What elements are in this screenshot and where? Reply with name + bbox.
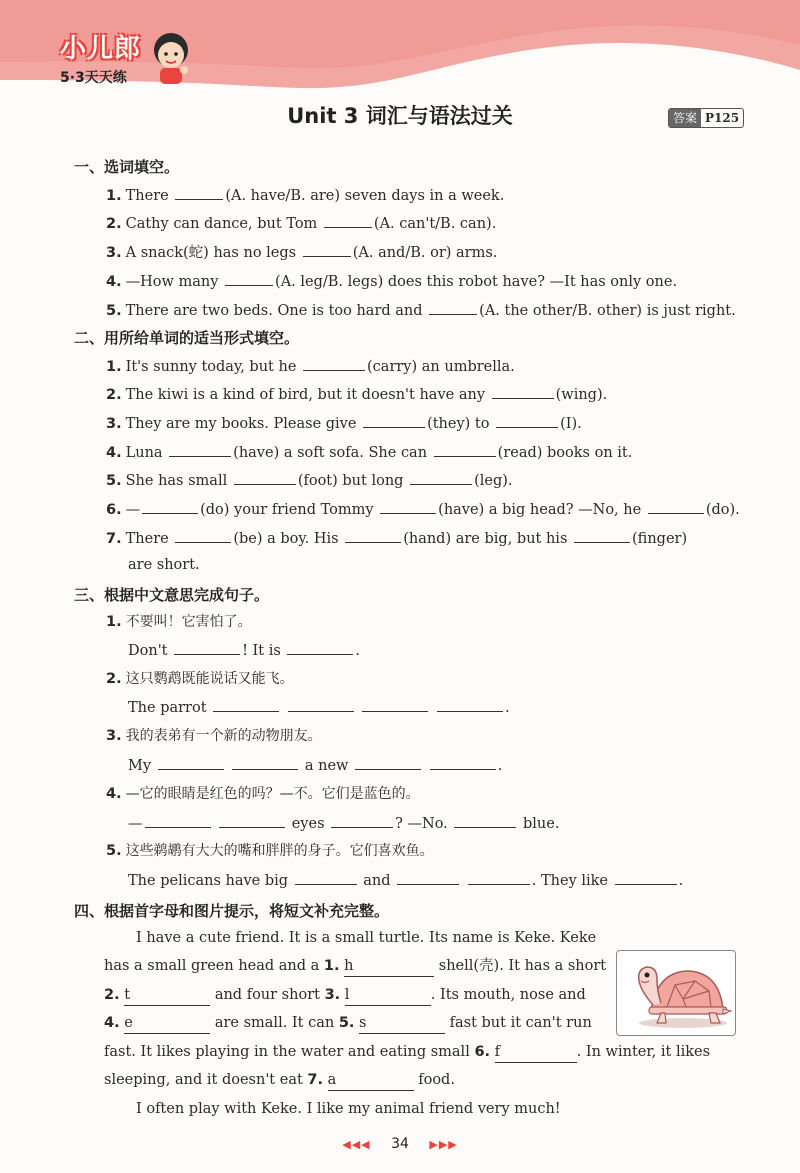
- section-2-heading: 二、用所给单词的适当形式填空。: [74, 329, 300, 347]
- turtle-icon: [617, 951, 735, 1035]
- answer-blank[interactable]: [234, 470, 296, 485]
- answer-blank[interactable]: [219, 813, 285, 828]
- answer-blank[interactable]: a: [328, 1070, 414, 1091]
- answer-blank[interactable]: [287, 640, 353, 655]
- answer-blank[interactable]: [397, 870, 459, 885]
- series-name: 5·3天天练: [60, 70, 127, 86]
- s3-q4-prompt: 4. —它的眼睛是红色的吗？—不。它们是蓝色的。: [106, 786, 420, 802]
- s3-q2-answer: The parrot .: [128, 697, 510, 718]
- answer-reference: [668, 108, 744, 128]
- right-arrows-icon: ▶▶▶: [429, 1138, 458, 1151]
- answer-blank[interactable]: [410, 470, 472, 485]
- answer-blank[interactable]: [331, 813, 393, 828]
- s2-q3: 3. They are my books. Please give (they) to (I).: [106, 413, 582, 434]
- s3-q2-prompt: 2. 这只鹦鹉既能说话又能飞。: [106, 671, 294, 687]
- left-arrows-icon: ◀◀◀: [342, 1138, 371, 1151]
- answer-blank[interactable]: f: [495, 1042, 577, 1063]
- answer-page: P125: [705, 111, 740, 125]
- s3-q4-answer: — eyes ? —No. blue.: [128, 813, 559, 834]
- s3-q1-prompt: 1. 不要叫！它害怕了。: [106, 614, 252, 630]
- answer-blank[interactable]: l: [345, 985, 431, 1006]
- answer-blank[interactable]: [468, 870, 530, 885]
- s1-q3: 3. A snack(蛇) has no legs (A. and/B. or) arms.: [106, 242, 497, 263]
- answer-blank[interactable]: [288, 697, 354, 712]
- s3-q5-prompt: 5. 这些鹈鹕有大大的嘴和胖胖的身子。它们喜欢鱼。: [106, 843, 434, 859]
- answer-blank[interactable]: e: [124, 1013, 210, 1034]
- page-number: 34: [391, 1136, 409, 1152]
- s2-q6: 6. — (do) your friend Tommy (have) a big head? —No, he (do).: [106, 499, 740, 520]
- answer-blank[interactable]: [142, 499, 198, 514]
- answer-blank[interactable]: [303, 242, 351, 257]
- passage-line-2: has a small green head and a 1. h shell(壳). It has a short: [104, 956, 606, 977]
- s2-q7: 7. There (be) a boy. His (hand) are big, but his (finger): [106, 528, 687, 549]
- passage-line-7: I often play with Keke. I like my animal friend very much!: [136, 1101, 561, 1117]
- passage-line-1: I have a cute friend. It is a small turtle. Its name is Keke. Keke: [136, 930, 597, 946]
- section-1-heading: 一、选词填空。: [74, 158, 180, 176]
- s3-q1-answer: Don't ! It is .: [128, 640, 360, 661]
- answer-blank[interactable]: [492, 384, 554, 399]
- answer-blank[interactable]: [225, 271, 273, 286]
- answer-blank[interactable]: [175, 185, 223, 200]
- answer-blank[interactable]: [169, 442, 231, 457]
- answer-blank[interactable]: [574, 528, 630, 543]
- answer-blank[interactable]: [145, 813, 211, 828]
- answer-blank[interactable]: [213, 697, 279, 712]
- s1-q5: 5. There are two beds. One is too hard and (A. the other/B. other) is just right.: [106, 300, 736, 321]
- s3-q3-answer: My a new .: [128, 755, 502, 776]
- boy-mascot-icon: [148, 30, 194, 86]
- answer-blank[interactable]: [324, 213, 372, 228]
- answer-blank[interactable]: [232, 755, 298, 770]
- s2-q5: 5. She has small (foot) but long (leg).: [106, 470, 513, 491]
- passage-line-4: 4. e are small. It can 5. s fast but it can't run: [104, 1013, 592, 1034]
- answer-blank[interactable]: [174, 640, 240, 655]
- passage-line-6: sleeping, and it doesn't eat 7. a food.: [104, 1070, 455, 1091]
- answer-blank[interactable]: [295, 870, 357, 885]
- s1-q1: 1. There (A. have/B. are) seven days in a week.: [106, 185, 504, 206]
- answer-blank[interactable]: [362, 697, 428, 712]
- s1-q2: 2. Cathy can dance, but Tom (A. can't/B. can).: [106, 213, 496, 234]
- brand-name: 小儿郎: [60, 34, 142, 64]
- answer-blank[interactable]: [454, 813, 516, 828]
- answer-blank[interactable]: [430, 755, 496, 770]
- passage-line-5: fast. It likes playing in the water and eating small 6. f . In winter, it likes: [104, 1042, 710, 1063]
- answer-blank[interactable]: [437, 697, 503, 712]
- answer-blank[interactable]: t: [124, 985, 210, 1006]
- page-title: Unit 3 词汇与语法过关: [287, 104, 513, 128]
- answer-blank[interactable]: [175, 528, 231, 543]
- answer-blank[interactable]: [355, 755, 421, 770]
- s2-q4: 4. Luna (have) a soft sofa. She can (read) books on it.: [106, 442, 632, 463]
- answer-blank[interactable]: [648, 499, 704, 514]
- page-footer: [0, 1136, 800, 1152]
- turtle-picture: [616, 950, 736, 1036]
- answer-blank[interactable]: [158, 755, 224, 770]
- answer-label: 答案: [669, 109, 701, 127]
- section-4-heading: 四、根据首字母和图片提示，将短文补充完整。: [74, 902, 390, 920]
- brand-logo: [60, 28, 141, 87]
- answer-blank[interactable]: [434, 442, 496, 457]
- s3-q3-prompt: 3. 我的表弟有一个新的动物朋友。: [106, 728, 322, 744]
- s2-q2: 2. The kiwi is a kind of bird, but it doesn't have any (wing).: [106, 384, 607, 405]
- answer-blank[interactable]: [363, 413, 425, 428]
- s2-q7-continued: are short.: [128, 557, 200, 573]
- answer-blank[interactable]: [429, 300, 477, 315]
- s2-q1: 1. It's sunny today, but he (carry) an umbrella.: [106, 356, 515, 377]
- section-3-heading: 三、根据中文意思完成句子。: [74, 586, 270, 604]
- passage-line-3: 2. t and four short 3. l . Its mouth, nose and: [104, 985, 586, 1006]
- answer-blank[interactable]: [345, 528, 401, 543]
- answer-blank[interactable]: [496, 413, 558, 428]
- answer-blank[interactable]: [303, 356, 365, 371]
- answer-blank[interactable]: [380, 499, 436, 514]
- s3-q5-answer: The pelicans have big and . They like .: [128, 870, 683, 891]
- answer-blank[interactable]: s: [359, 1013, 445, 1034]
- answer-blank[interactable]: [615, 870, 677, 885]
- s1-q4: 4. —How many (A. leg/B. legs) does this robot have? —It has only one.: [106, 271, 677, 292]
- answer-blank[interactable]: h: [344, 956, 434, 977]
